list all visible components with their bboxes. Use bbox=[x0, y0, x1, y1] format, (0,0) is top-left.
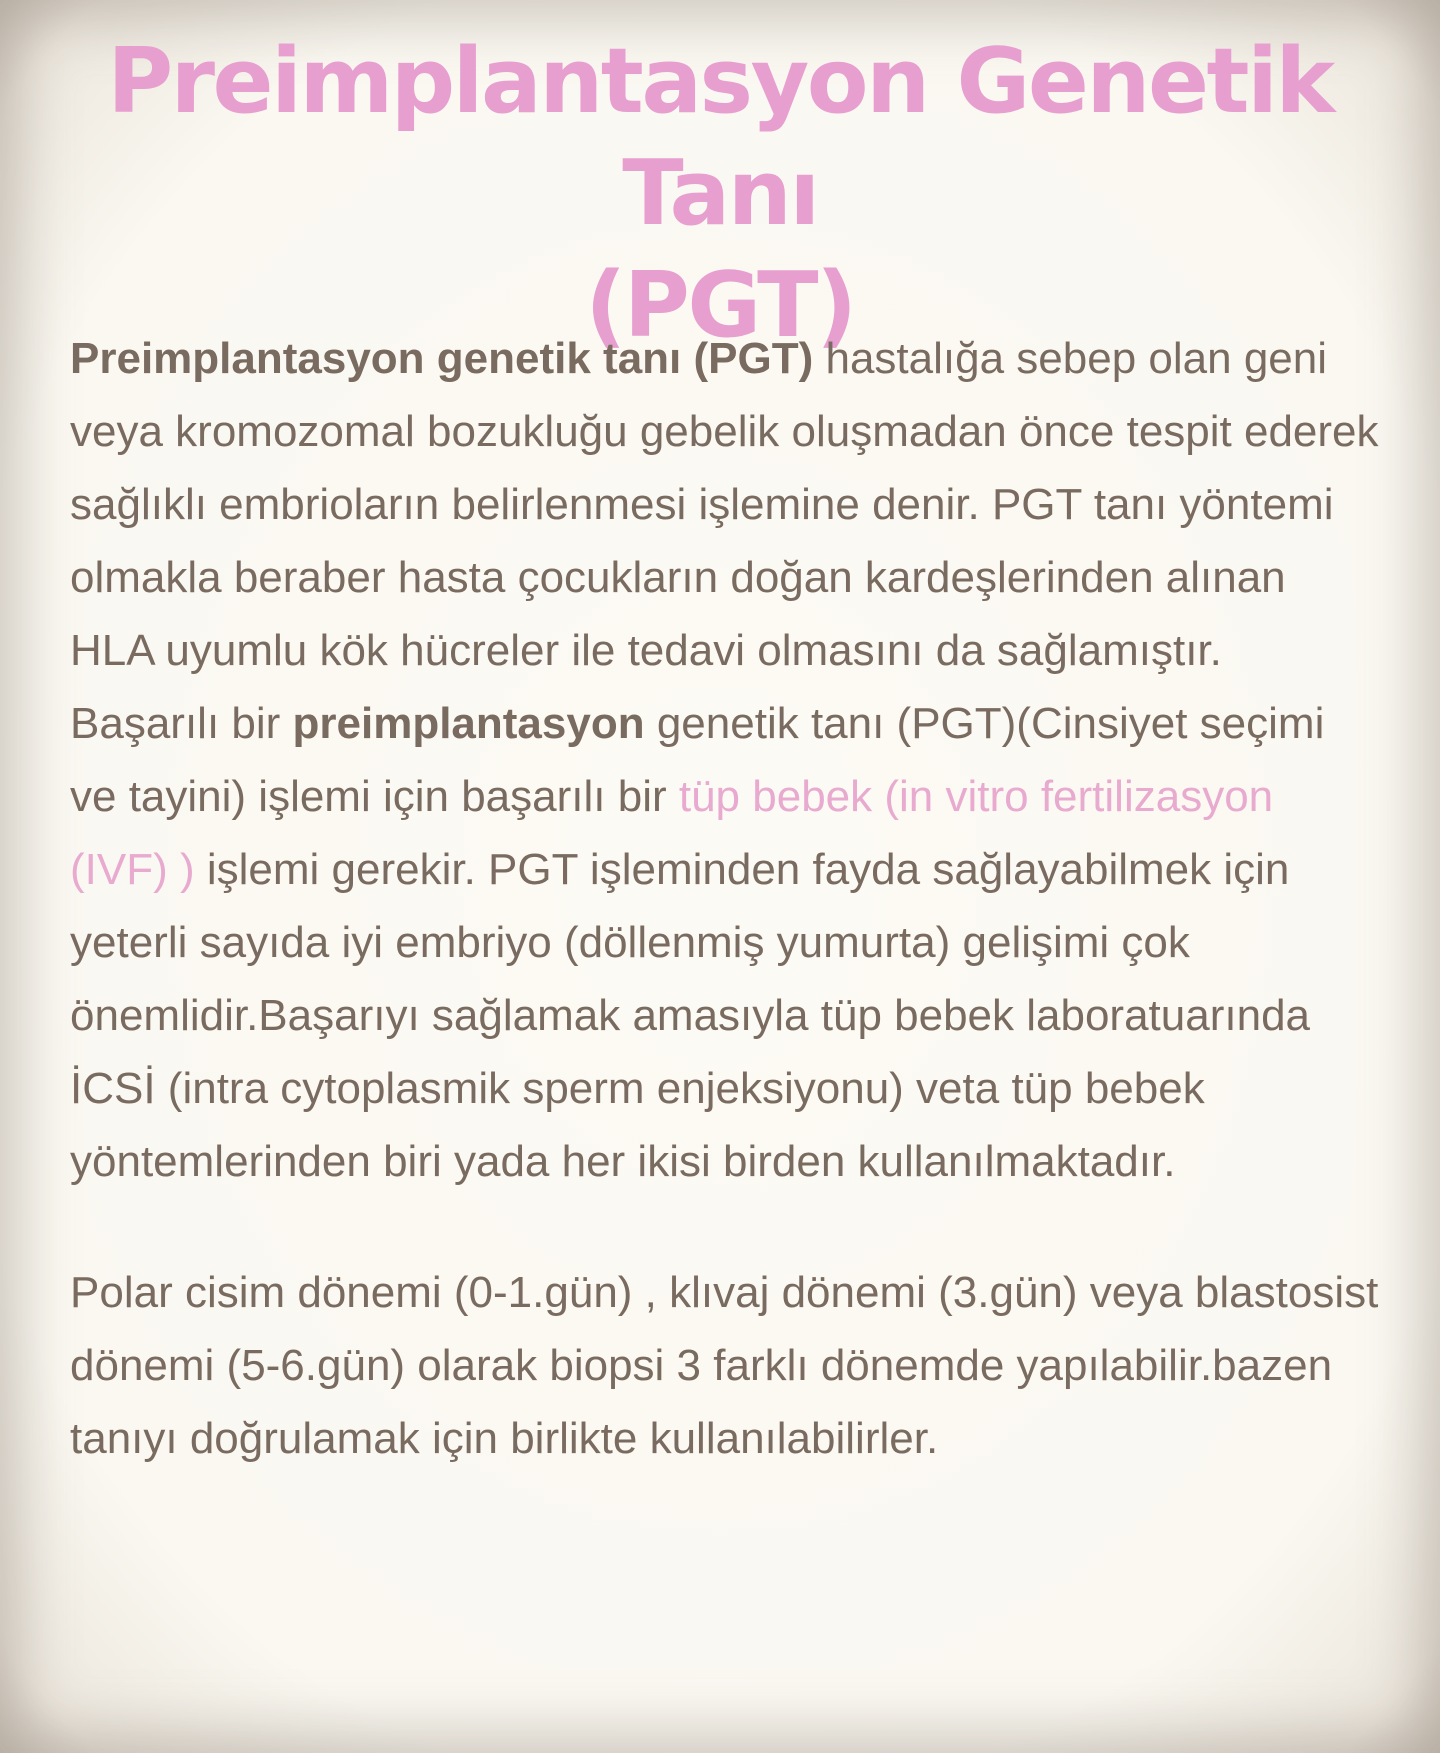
ivf-link[interactable]: tüp bebek (in vitro fertilizasyon (IVF) ) bbox=[70, 772, 1274, 894]
paragraph-definition bbox=[70, 322, 1380, 687]
bold-lead-term: Preimplantasyon genetik tanı (PGT) bbox=[70, 334, 814, 383]
paragraph-requirements-start: Başarılı bir bbox=[70, 699, 293, 748]
bold-term-preimplantasyon: preimplantasyon bbox=[292, 699, 645, 748]
paragraph-requirements-middle: genetik tanı (PGT)(Cinsiyet seçimi ve tayini) işlemi için başarılı bir bbox=[70, 699, 1325, 821]
title-line-1: Preimplantasyon Genetik Tanı bbox=[107, 29, 1333, 246]
article-body bbox=[70, 322, 1380, 1475]
paragraph-biopsy: Polar cisim dönemi (0-1.gün) , klıvaj dönemi (3.gün) veya blastosist dönemi (5-6.gün) olarak biopsi 3 farklı dönemde yapılabilir.bazen tanıyı doğrulamak için birlikte kullanılabilirler. bbox=[70, 1268, 1379, 1463]
title-line-2: (PGT) bbox=[585, 253, 855, 358]
paragraph-definition-text: hastalığa sebep olan geni veya kromozomal bozukluğu gebelik oluşmadan önce tespit ederek sağlıklı embrioların belirlenmesi işlemine denir. PGT tanı yöntemi olmakla beraber hasta çocukların doğan kardeşlerinden alınan HLA uyumlu kök hücreler ile tedavi olmasını da sağlamıştır. bbox=[70, 334, 1379, 675]
paragraph-requirements-end: işlemi gerekir. PGT işleminden fayda sağlayabilmek için yeterli sayıda iyi embriyo (döllenmiş yumurta) gelişimi çok önemlidir.Başarıyı sağlamak amasıyla tüp bebek laboratuarında İCSİ (intra cytoplasmik sperm enjeksiyonu) veta tüp bebek yöntemlerinden biri yada her ikisi birden kullanılmaktadır. bbox=[70, 845, 1311, 1186]
paragraph-requirements bbox=[70, 687, 1380, 1198]
page-title bbox=[40, 26, 1400, 362]
